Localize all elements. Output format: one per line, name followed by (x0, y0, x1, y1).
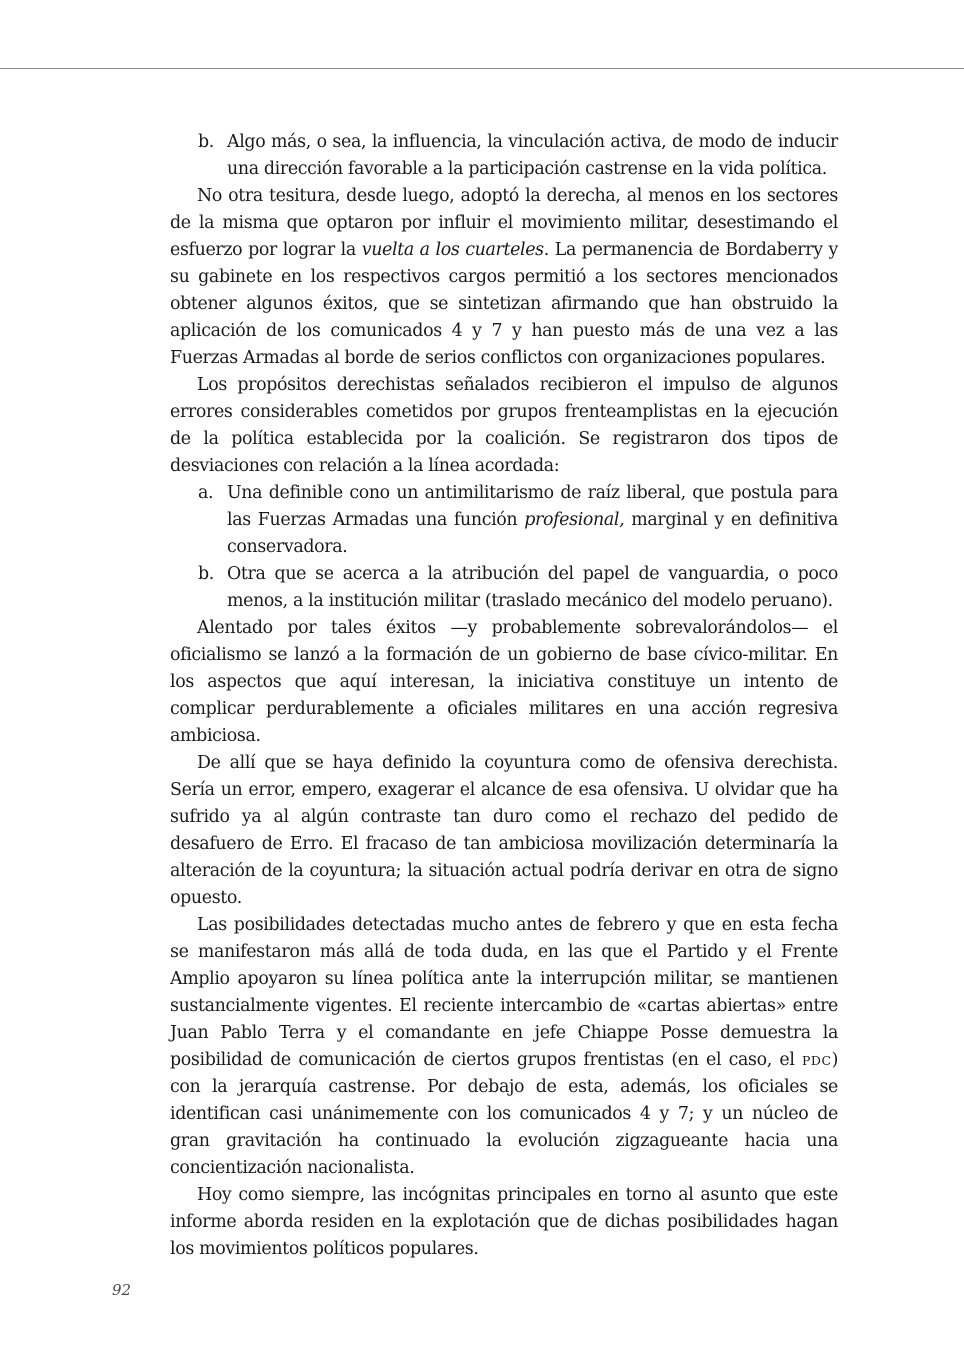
paragraph-text: Las posibilidades detectadas mucho antes de febrero y que en esta fecha se manifestaron más allá de toda duda, en las que el Partido y el Frente Amplio apoyaron su línea política ante la interrupción militar, se mantienen sustancialmente vigentes. El reciente intercambio de «cartas abiertas» entre Juan Pablo Terra y el comandante en jefe Chiappe Posse demuestra la posibilidad de comunicación de ciertos grupos frentistas (en el caso, el (170, 915, 838, 1070)
paragraph-text: . La permanencia de Bordaberry y su gabinete en los respectivos cargos permitió a los sectores mencionados obtener algunos éxitos, que se sintetizan afirmando que han obstruido la aplicación de los comunicados 4 y 7 y han puesto más de una vez a las Fuerzas Armadas al borde de serios conflictos con organizaciones populares. (170, 240, 838, 368)
header-rule (0, 68, 964, 69)
list-item-a-antimilitarismo (170, 480, 838, 561)
list-item-text: marginal y en definitiva conservadora. (227, 510, 838, 557)
paragraph-text: No otra tesitura, desde luego, adoptó la derecha, al menos en los sectores de la misma que optaron por influir el movimiento militar, desestimando el esfuerzo por lograr la (170, 186, 838, 260)
list-item-text: Una definible cono un antimilitarismo de raíz liberal, que postula para las Fuerzas Armadas una función (227, 483, 838, 530)
emphasis-text: vuelta a los cuarteles (361, 240, 544, 260)
list-item-text: Otra que se acerca a la atribución del papel de vanguardia, o poco menos, a la institución militar (traslado mecánico del modelo peruano). (227, 564, 838, 611)
list-marker: b. (198, 564, 214, 584)
paragraph-conclusion: Hoy como siempre, las incógnitas principales en torno al asunto que este informe aborda residen en la explotación que de dichas posibilidades hagan los movimientos políticos populares. (170, 1185, 838, 1259)
list-marker: b. (198, 132, 214, 152)
paragraph-alentado: Alentado por tales éxitos —y probablemente sobrevalorándolos— el oficialismo se lanzó a la formación de un gobierno de base cívico-militar. En los aspectos que aquí interesan, la iniciativa constituye un intento de complicar perdurablemente a oficiales militares en una acción regresiva ambiciosa. (170, 618, 838, 746)
body-text (170, 129, 838, 1263)
list-item-b-vanguardia (170, 561, 838, 615)
abbreviation-pdc: PDC (802, 1053, 832, 1068)
paragraph-coyuntura: De allí que se haya definido la coyuntura como de ofensiva derechista. Sería un error, empero, exagerar el alcance de esa ofensiva. U olvidar que ha sufrido ya al algún contraste tan duro como el rechazo del pedido de desafuero de Erro. El fracaso de tan ambiciosa movilización determinaría la alteración de la coyuntura; la situación actual podría derivar en otra de signo opuesto. (170, 753, 838, 908)
paragraph-posibilidades (170, 912, 838, 1182)
list-item-b-influence (170, 129, 838, 183)
list-marker: a. (198, 483, 214, 503)
page-number: 92 (112, 1281, 132, 1299)
paragraph-text: ) con la jerarquía castrense. Por debajo de esta, además, los oficiales se identifican casi unánimemente con los comunicados 4 y 7; y un núcleo de gran gravitación ha continuado la evolución zigzagueante hacia una concientización nacionalista. (170, 1050, 838, 1178)
emphasis-text: profesional, (524, 510, 625, 530)
paragraph-propositos: Los propósitos derechistas señalados recibieron el impulso de algunos errores considerables cometidos por grupos frenteamplistas en la ejecución de la política establecida por la coalición. Se registraron dos tipos de desviaciones con relación a la línea acordada: (170, 375, 838, 476)
paragraph-derecha (170, 183, 838, 372)
list-item-text: Algo más, o sea, la influencia, la vinculación activa, de modo de inducir una dirección favorable a la participación castrense en la vida política. (227, 132, 838, 179)
